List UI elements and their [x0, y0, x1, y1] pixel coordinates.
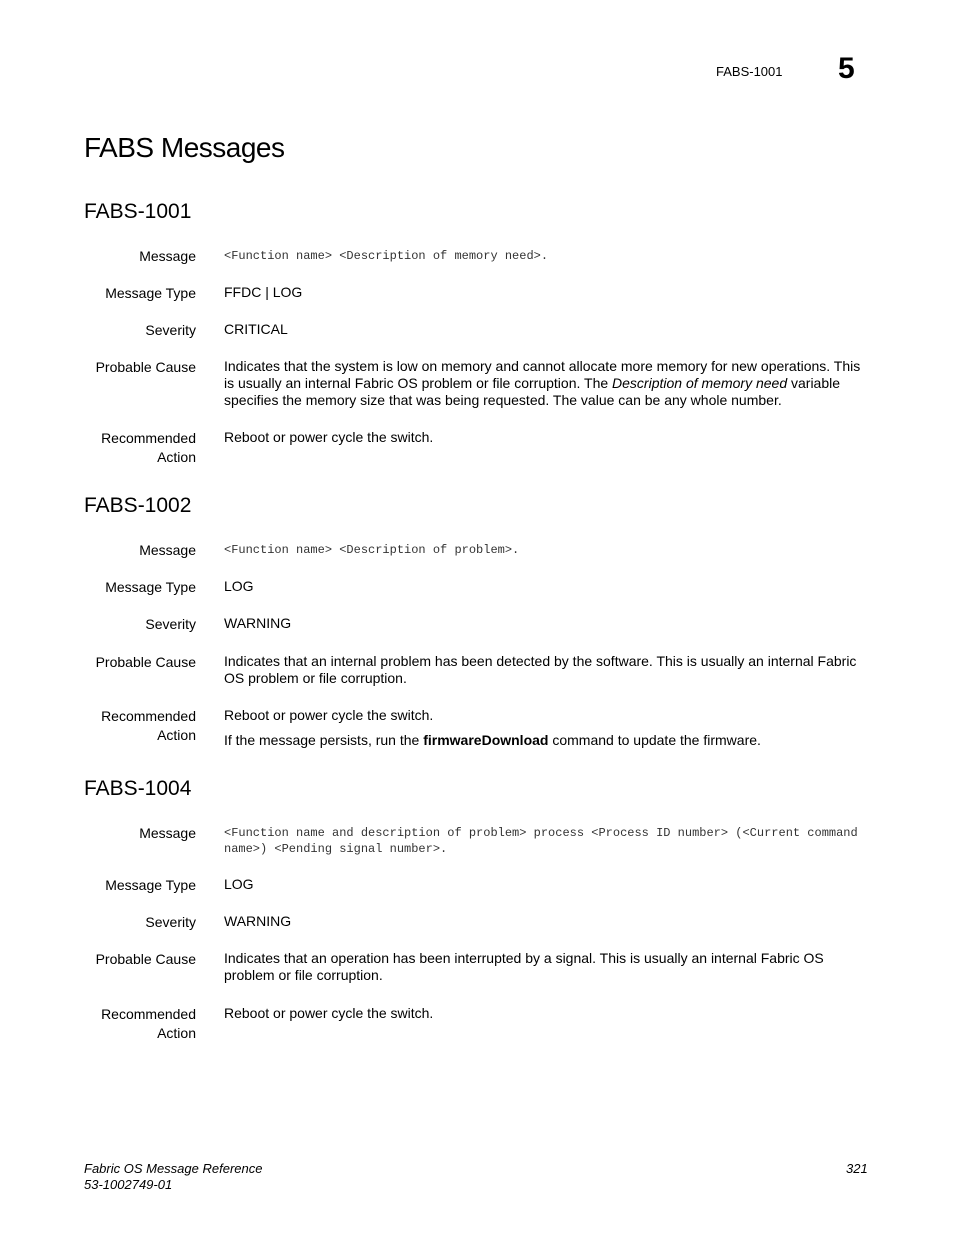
severity-label: Severity — [145, 914, 196, 930]
recommended-action-text: Reboot or power cycle the switch. — [224, 1005, 434, 1021]
label-line-1: Recommended — [101, 1006, 196, 1022]
message-type-value: LOG — [224, 578, 254, 594]
note-text-end: command to update the firmware. — [548, 732, 761, 748]
probable-cause-label: Probable Cause — [95, 654, 196, 670]
message-section-fabs-1002 — [84, 494, 870, 748]
chapter-title: FABS Messages — [84, 132, 285, 163]
chapter-number: 5 — [838, 52, 855, 85]
message-id: FABS-1002 — [84, 494, 192, 517]
message-type-label: Message Type — [105, 579, 196, 595]
recommended-action-label — [84, 707, 196, 745]
recommended-action-label — [84, 1005, 196, 1043]
message-label: Message — [139, 248, 196, 264]
message-id: FABS-1001 — [84, 200, 192, 223]
message-text: <Function name> <Description of problem>. — [224, 543, 520, 557]
action-note — [224, 732, 870, 749]
note-text-start: If the message persists, run the — [224, 732, 424, 748]
message-type-label: Message Type — [105, 877, 196, 893]
message-id: FABS-1004 — [84, 777, 192, 800]
label-line-2: Action — [157, 727, 196, 743]
label-line-1: Recommended — [101, 708, 196, 724]
severity-value: CRITICAL — [224, 321, 288, 337]
recommended-action-text: Reboot or power cycle the switch. — [224, 429, 434, 445]
message-type-value: FFDC | LOG — [224, 284, 303, 300]
cause-text-start: Indicates that the system is low on memory and cannot allocate more memory for new operations. This is usually an internal Fabric OS problem or file corruption. The — [224, 358, 861, 391]
probable-cause-text: Indicates that an internal problem has been detected by the software. This is usually an internal Fabric OS problem or file corruption. — [224, 653, 857, 686]
probable-cause-text: Indicates that an operation has been interrupted by a signal. This is usually an internal Fabric OS problem or file corruption. — [224, 950, 824, 983]
label-line-2: Action — [157, 449, 196, 465]
label-line-2: Action — [157, 1025, 196, 1041]
message-text: <Function name and description of problem> process <Process ID number> (<Current command name>) <Pending signal number>. — [224, 826, 858, 856]
message-section-fabs-1004 — [84, 777, 870, 1041]
footer-page-number: 321 — [846, 1161, 868, 1176]
message-type-value: LOG — [224, 876, 254, 892]
footer-doc-title: Fabric OS Message Reference — [84, 1161, 263, 1176]
probable-cause-label: Probable Cause — [95, 951, 196, 967]
command-name: firmwareDownload — [423, 732, 549, 748]
cause-variable-name: Description of memory need — [612, 375, 788, 391]
message-label: Message — [139, 825, 196, 841]
severity-label: Severity — [145, 322, 196, 338]
recommended-action-text — [224, 707, 870, 749]
footer-doc-info — [84, 1161, 262, 1193]
severity-label: Severity — [145, 616, 196, 632]
probable-cause-label: Probable Cause — [95, 359, 196, 375]
recommended-action-label — [84, 429, 196, 467]
severity-value: WARNING — [224, 913, 292, 929]
probable-cause-text — [224, 358, 870, 409]
severity-value: WARNING — [224, 615, 292, 631]
message-section-fabs-1001 — [84, 200, 870, 465]
footer-doc-number: 53-1002749-01 — [84, 1177, 173, 1192]
label-line-1: Recommended — [101, 430, 196, 446]
action-text: Reboot or power cycle the switch. — [224, 707, 434, 723]
cause-text-end: variable specifies the memory size that was being requested. The value can be any whole number. — [224, 375, 841, 408]
message-type-label: Message Type — [105, 285, 196, 301]
running-head: FABS-1001 — [716, 64, 783, 79]
message-label: Message — [139, 542, 196, 558]
message-text: <Function name> <Description of memory need>. — [224, 249, 549, 263]
